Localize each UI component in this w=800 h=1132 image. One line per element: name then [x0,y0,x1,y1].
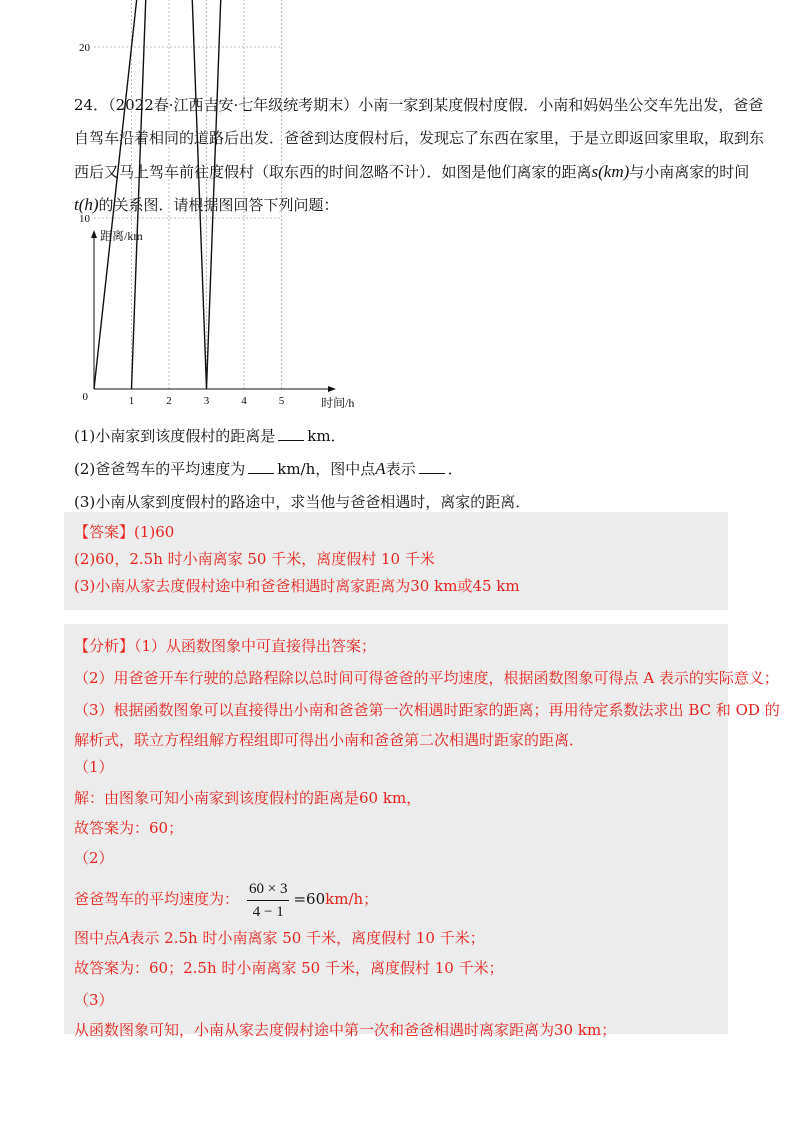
solution-2-point-a: A [119,928,130,947]
solution-2-meaning-a: 图中点 [74,929,120,947]
solution-3-end: ； [601,1021,617,1039]
solution-1-end: ， [406,789,422,807]
solution-2-line [74,876,378,922]
answer-line-3 [74,576,520,596]
y-tick-label: 10 [79,213,90,225]
solution-2-equals: =60 [293,890,326,908]
problem-line-2: 自驾车沿着相同的道路后出发．爸爸到达度假村后，发现忘了东西在家里，于是立即返回家里取，取到东 [74,129,765,147]
answer-blank-1 [278,426,304,441]
solution-2-text: 爸爸驾车的平均速度为： [74,890,240,908]
question-1-unit: km． [307,427,346,445]
fraction-numerator: 60 × 3 [247,880,289,901]
x-tick-label: 3 [203,395,210,407]
question-2-text: (2)爸爸驾车的平均速度为 [74,460,246,478]
x-axis-label: 时间/h [321,396,355,410]
question-1 [74,426,346,446]
solution-2-meaning-b: 表示 2.5h 时小南离家 50 千米，离度假村 10 千米； [129,929,485,947]
speed-fraction [247,880,289,921]
analysis-line-3: （3）根据函数图象可以直接得出小南和爸爸第一次相遇时距家的距离；再用待定系数法求出 BC 和 OD 的 [74,701,780,719]
problem-line-1: 24．（2022春·江西吉安·七年级统考期末）小南一家到某度假村度假．小南和妈妈坐公交车先出发，爸爸 [74,96,764,114]
question-2-unit: km/h，图中点 [277,460,376,478]
solution-1-conclusion: 故答案为：60； [74,819,184,837]
x-tick-label: 5 [278,395,285,407]
x-axis-arrow [328,386,336,392]
part-2-label: （2） [74,849,114,867]
answer-3-value-2: 45 km [472,577,520,595]
part-1-label: （1） [74,758,114,776]
y-axis-arrow [91,230,97,238]
question-1-text: (1)小南家到该度假村的距离是 [74,427,276,445]
part-3-label: （3） [74,991,114,1009]
distance-variable: s(km) [591,162,630,181]
question-3: (3)小南从家到度假村的路途中，求当他与爸爸相遇时，离家的距离． [74,493,531,511]
answer-3-or: 或 [457,577,473,595]
solution-2-unit: km/h； [325,890,379,908]
question-2-text-b: 表示 [385,460,416,478]
solution-2-meaning [74,928,485,948]
analysis-line-1: 【分析】（1）从函数图象中可直接得出答案； [74,637,377,655]
solution-2-conclusion: 故答案为：60；2.5h 时小南离家 50 千米，离度假村 10 千米； [74,959,504,977]
y-tick-label: 20 [79,42,90,54]
problem-line-3-tail: 与小南离家的时间 [629,163,750,181]
point-a-variable: A [375,459,386,478]
answer-line-2: (2)60，2.5h 时小南离家 50 千米，离度假村 10 千米 [74,550,435,568]
problem-line-4-text: 的关系图．请根据图回答下列问题： [98,196,339,214]
problem-line-3-text: 西后又马上驾车前往度假村（取东西的时间忽略不计）．如图是他们离家的距离 [74,163,592,181]
answer-line-1: 【答案】(1)60 [74,523,175,541]
problem-line-3 [74,162,749,182]
solution-1-value: 60 km [359,789,407,807]
answer-3-value-1: 30 km [410,577,458,595]
x-tick-label: 2 [166,395,172,407]
x-tick-label: 1 [128,395,135,407]
solution-1-text: 解：由图象可知小南家到该度假村的距离是 [74,789,360,807]
origin-label: 0 [82,391,88,403]
y-axis-label: 距离/km [100,229,143,243]
solution-1-line [74,788,421,808]
question-2-end: ． [447,460,463,478]
question-2 [74,459,463,479]
answer-blank-2 [248,459,274,474]
solution-3-text: 从函数图象可知，小南从家去度假村途中第一次和爸爸相遇时离家距离为 [74,1021,555,1039]
answer-3-text: (3)小南从家去度假村途中和爸爸相遇时离家距离为 [74,577,411,595]
answer-blank-3 [419,459,445,474]
analysis-line-4: 解析式，联立方程组解方程组即可得出小南和爸爸第二次相遇时距家的距离． [74,731,585,749]
solution-3-line [74,1020,616,1040]
analysis-line-2: （2）用爸爸开车行驶的总路程除以总时间可得爸爸的平均速度，根据函数图象可得点 A 表示的实际意义； [74,669,779,687]
solution-3-value: 30 km [554,1021,602,1039]
fraction-denominator: 4 − 1 [252,903,284,920]
time-variable: t(h) [74,195,99,214]
x-tick-label: 4 [241,395,247,407]
